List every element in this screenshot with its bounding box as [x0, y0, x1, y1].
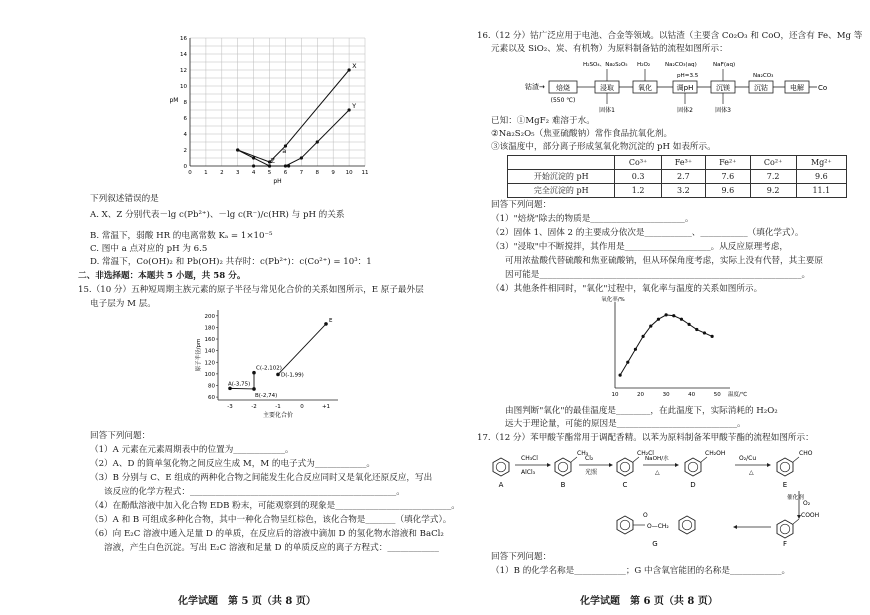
known-2: ②Na₂S₂O₅（焦亚硫酸钠）常作食品抗氧化剂。: [491, 129, 673, 139]
x-tick-label: -1: [275, 404, 281, 410]
q16-part3-line1: （3）"浸取"中不断搅拌，其作用是____________________。从反应原理考虑，: [491, 242, 788, 252]
data-point: [276, 373, 280, 377]
section-2-title: 二、非选择题：本题共 5 小题，共 58 分。: [78, 271, 246, 281]
x-tick-label: -2: [251, 404, 257, 410]
table-cell: 11.1: [796, 184, 846, 198]
y-tick-label: 160: [204, 337, 215, 344]
reagent-4: O₂/Cu: [739, 455, 757, 462]
group-ch2oh: CH₂OH: [705, 450, 726, 457]
data-point: [680, 318, 683, 321]
label-g: G: [652, 540, 658, 548]
data-point: [626, 361, 629, 364]
label-e: E: [782, 481, 788, 489]
cobalt-process-flow: [525, 58, 828, 114]
known-3: ③该温度中，部分离子形成氢氧化物沉淀的 pH 如表所示。: [491, 142, 716, 152]
y-tick-label: 8: [183, 100, 187, 106]
series-label-x: X: [352, 62, 357, 70]
benzyl-alcohol-d: [685, 458, 701, 476]
benzyl-benzoate-g: [617, 516, 633, 534]
condition-4: △: [749, 469, 754, 476]
x-tick-label: 30: [662, 392, 670, 398]
q16-part3-line2: 可用浓盐酸代替硫酸和焦亚硫酸钠，但从环保角度考虑，实际上没有代替，其主要原: [505, 256, 823, 266]
point-label: E: [329, 317, 333, 324]
data-point: [347, 68, 350, 71]
x-tick-label: 0: [188, 170, 192, 176]
table-header-cell: [508, 156, 615, 170]
q16-part1: （1）"焙烧"除去的物质是______________________。: [491, 214, 694, 224]
label-d: D: [690, 481, 696, 489]
series-line-x: [238, 70, 349, 162]
y-tick-label: 180: [204, 325, 215, 332]
flow-step-leach: 浸取: [600, 84, 614, 92]
synthesis-route: [487, 445, 867, 548]
x-tick-label: +1: [321, 404, 331, 410]
q15-intro-line2: 电子层为 M 层。: [90, 299, 156, 309]
y-tick-label: 100: [204, 371, 215, 378]
flow-reagent-1: H₂SO₄、Na₂S₂O₅: [583, 62, 628, 68]
q16-part4: （4）其他条件相同时，"氧化"过程中，氧化率与温度的关系如图所示。: [491, 284, 763, 294]
x-tick-label: 20: [637, 392, 645, 398]
condition-3: △: [655, 469, 660, 476]
data-point: [236, 148, 239, 151]
y-axis-label: pM: [169, 97, 179, 104]
series-label-y: Y: [352, 102, 357, 110]
flow-step-electrolysis: 电解: [790, 84, 804, 92]
x-axis-label: pH: [273, 178, 282, 185]
flow-step-co: 沉钴: [754, 84, 768, 92]
known-1: 已知：①MgF₂ 难溶于水。: [491, 116, 595, 126]
y-tick-label: 140: [204, 348, 215, 355]
point-label: A(-3,75): [228, 381, 251, 388]
q16-part4-line2: 由图判断"氧化"的最佳温度是________，在此温度下，实际消耗的 H₂O₂: [505, 406, 778, 416]
catalyst-5: 催化剂: [787, 495, 804, 501]
q15-part1: （1）A 元素在元素周期表中的位置为____________。: [90, 445, 294, 455]
condition-2: 光照: [585, 469, 598, 476]
x-axis-label: 主要化合价: [262, 412, 294, 419]
data-point: [252, 387, 256, 391]
y-tick-label: 12: [180, 68, 187, 74]
y-axis-label: 原子半径/pm: [196, 338, 202, 372]
flow-reagent-3: Na₂CO₃(aq): [665, 62, 697, 68]
x-axis-label: 温度/℃: [728, 392, 748, 398]
q15-part4: （4）在酚酞溶液中加入化合物 EDB 粉末，可能观察到的现象是___________________________。: [90, 501, 460, 511]
oxidation-rate-chart: [595, 296, 748, 404]
flow-reagent-4: NaF(aq): [713, 62, 736, 68]
x-tick-label: 0: [300, 404, 304, 410]
y-tick-label: 10: [180, 84, 187, 90]
q15-part6-line2: 溶液，产生白色沉淀。写出 E₂C 溶液和足量 D 的单质反应的离子方程式：____________: [104, 543, 439, 553]
q16-part4-line3: 远大于理论量，可能的原因是____________________________。: [505, 419, 746, 429]
x-tick-label: 3: [235, 170, 240, 176]
data-point: [672, 314, 675, 317]
table-cell: 0.3: [615, 170, 661, 184]
q14-option-b: B. 常温下，弱酸 HR 的电离常数 Kₐ = 1×10⁻⁵: [90, 231, 273, 241]
q14-option-a: A. X、Z 分别代表－lg c(Pb²⁺)、－lg c(R⁻)/c(HR) 与 pH 的关系: [90, 210, 345, 220]
toluene-b: [555, 458, 571, 476]
x-tick-label: 5: [267, 170, 272, 176]
x-tick-label: 10: [611, 392, 619, 398]
q17-intro: 17.（12 分）苯甲酸苄酯常用于调配香精。以苯为原料制备苯甲酸苄酯的流程如图所示：: [477, 433, 814, 443]
q17-answer-intro: 回答下列问题：: [491, 552, 552, 562]
y-tick-label: 4: [183, 132, 187, 138]
group-ester: O—CH₂: [647, 523, 669, 530]
table-cell: 3.2: [661, 184, 705, 198]
data-point: [665, 313, 668, 316]
data-point: [324, 322, 328, 326]
q15-part3-line1: （3）B 分别与 C、E 组成的两种化合物之间能发生化合反应同时又是氧化还原反应，写出: [90, 473, 433, 483]
data-point: [287, 164, 290, 167]
x-tick-label: 40: [688, 392, 696, 398]
y-tick-label: 14: [180, 52, 187, 58]
label-a: A: [498, 481, 504, 489]
data-point: [711, 335, 714, 338]
q15-part2: （2）A、D 的简单氢化物之间反应生成 M，M 的电子式为____________。: [90, 459, 375, 469]
reagent-2: Cl₂: [585, 455, 594, 462]
q16-part3-line3: 因可能是_____________________________________________________________。: [505, 270, 811, 280]
flow-step-oxidize: 氧化: [638, 84, 652, 92]
connector-d-e: [278, 324, 326, 375]
table-header-cell: Fe²⁺: [706, 156, 750, 170]
page-footer: 化学试题 第 6 页（共 8 页）: [580, 596, 718, 607]
oxidation-curve: [620, 315, 712, 375]
q15-intro-line1: 15.（10 分）五种短周期主族元素的原子半径与常见化合价的关系如图所示，E 原子最外层: [78, 285, 424, 295]
answer-intro: 回答下列问题：: [90, 431, 151, 441]
point-a-label: a: [282, 147, 287, 156]
point-label: D(-1,99): [281, 372, 304, 379]
flow-solid-2: 固体2: [677, 107, 693, 114]
table-cell: 完全沉淀的 pH: [508, 184, 615, 198]
x-tick-label: 10: [345, 170, 353, 176]
y-tick-label: 16: [180, 36, 187, 42]
table-cell: 9.2: [750, 184, 796, 198]
reagent-1: CH₃Cl: [521, 455, 538, 462]
data-point: [300, 156, 303, 159]
data-point: [252, 156, 255, 159]
group-ch3: CH₃: [577, 450, 589, 457]
table-header-cell: Fe³⁺: [661, 156, 705, 170]
x-tick-label: 1: [204, 170, 208, 176]
x-tick-label: -3: [227, 404, 233, 410]
data-point: [347, 108, 350, 111]
data-point: [649, 324, 652, 327]
flow-step-mg: 沉镁: [716, 84, 730, 92]
reagent-5: O₂: [803, 500, 811, 507]
x-tick-label: 9: [331, 170, 335, 176]
table-header-cell: Co³⁺: [615, 156, 661, 170]
benzoic-acid-f: [777, 520, 793, 538]
flow-reagent-5: Na₂CO₃: [753, 73, 774, 79]
radius-valence-chart: [188, 306, 348, 426]
group-cooh: COOH: [801, 512, 820, 519]
table-cell: 1.2: [615, 184, 661, 198]
page-footer: 化学试题 第 5 页（共 8 页）: [178, 596, 316, 607]
data-point: [688, 323, 691, 326]
flow-reagent-2: H₂O₂: [637, 62, 651, 68]
x-tick-label: 2: [220, 170, 224, 176]
table-header-cell: Mg²⁺: [796, 156, 846, 170]
data-point: [657, 318, 660, 321]
x-tick-label: 6: [283, 170, 288, 176]
y-tick-label: 0: [183, 164, 187, 170]
table-cell: 9.6: [706, 184, 750, 198]
y-tick-label: 200: [204, 313, 215, 320]
data-point: [316, 140, 319, 143]
data-point: [619, 374, 622, 377]
q14-option-d: D. 常温下，Co(OH)₂ 和 Pb(OH)₂ 共存时：c(Pb²⁺)：c(Co²⁺) = 10³：1: [90, 257, 372, 267]
precipitation-ph-table: [507, 155, 847, 198]
connector-a-b: [230, 388, 254, 389]
flow-cond-ph: pH=3.5: [677, 73, 699, 79]
right-page: [435, 0, 870, 615]
benzyl-ring-g: [679, 516, 695, 534]
table-header-row: [508, 156, 847, 170]
q15-part6-line1: （6）向 E₂C 溶液中通入足量 D 的单质，在反应后的溶液中滴加 D 的氢化物水溶液和 BaCl₂: [90, 529, 444, 539]
label-f: F: [782, 540, 788, 548]
q15-part5: （5）A 和 B 可组成多种化合物，其中一种化合物呈红棕色，该化合物是_______（填化学式）。: [90, 515, 452, 525]
flow-step-ph: 调pH: [676, 84, 694, 92]
data-point: [252, 164, 255, 167]
flow-step-roast: 焙烧: [556, 84, 570, 92]
x-tick-label: 4: [251, 170, 256, 176]
table-cell: 9.6: [796, 170, 846, 184]
label-c: C: [622, 481, 628, 489]
data-point: [634, 348, 637, 351]
table-header-cell: Co²⁺: [750, 156, 796, 170]
benzene-a: [493, 458, 509, 476]
catalyst-1: AlCl₃: [521, 469, 536, 476]
table-cell: 开始沉淀的 pH: [508, 170, 615, 184]
table-row: [508, 184, 847, 198]
group-cho: CHO: [799, 450, 813, 457]
x-tick-label: 11: [361, 170, 369, 176]
x-tick-label: 7: [299, 170, 304, 176]
q16-intro-line1: 16.（12 分）钴广泛应用于电池、合金等领域。以钴渣（主要含 Co₂O₃ 和 CoO，还含有 Fe、Mg 等: [477, 31, 863, 41]
answer-intro: 回答下列问题：: [491, 200, 552, 210]
carbonyl-o: O: [643, 512, 648, 519]
y-tick-label: 60: [208, 395, 215, 402]
benzaldehyde-e: [777, 458, 793, 476]
q15-part3-line2: 该反应的化学方程式：________________________________________________。: [104, 487, 405, 497]
flow-output: Co: [818, 84, 828, 92]
flow-solid-1: 固体1: [599, 107, 615, 114]
q17-part1: （1）B 的化学名称是____________；G 中含氧官能团的名称是____________。: [491, 566, 791, 576]
table-cell: 7.2: [750, 170, 796, 184]
data-point: [642, 335, 645, 338]
series-label-z: Z: [270, 157, 275, 165]
point-label: C(-2,102): [256, 365, 282, 372]
pm-ph-chart: [170, 30, 370, 190]
q16-part2: （2）固体 1、固体 2 的主要成分依次是___________、___________（填化学式）。: [491, 228, 804, 238]
q14-intro: 下列叙述错误的是: [90, 194, 159, 204]
flow-solid-3: 固体3: [715, 107, 731, 114]
reagent-3: NaOH/水: [645, 456, 669, 462]
data-point: [703, 331, 706, 334]
flow-cond-temp: (550 ℃): [550, 97, 576, 104]
group-ch2cl: CH₂Cl: [637, 450, 654, 457]
flow-input: 钴渣→: [525, 83, 545, 91]
benzyl-chloride-c: [617, 458, 633, 476]
y-tick-label: 6: [183, 116, 187, 122]
label-b: B: [560, 481, 566, 489]
x-tick-label: 8: [315, 170, 320, 176]
y-axis-label: 氧化率/%: [601, 297, 625, 303]
x-tick-label: 50: [713, 392, 721, 398]
q14-option-c: C. 图中 a 点对应的 pH 为 6.5: [90, 244, 208, 254]
q16-intro-line2: 元素以及 SiO₂、炭、有机物）为原料制备钴的流程如图所示：: [491, 44, 728, 54]
table-cell: 2.7: [661, 170, 705, 184]
point-label: B(-2,74): [255, 392, 278, 399]
table-row: [508, 170, 847, 184]
y-tick-label: 120: [204, 360, 215, 367]
data-point: [695, 328, 698, 331]
y-tick-label: 80: [208, 383, 215, 390]
table-cell: 7.6: [706, 170, 750, 184]
y-tick-label: 2: [183, 148, 187, 154]
